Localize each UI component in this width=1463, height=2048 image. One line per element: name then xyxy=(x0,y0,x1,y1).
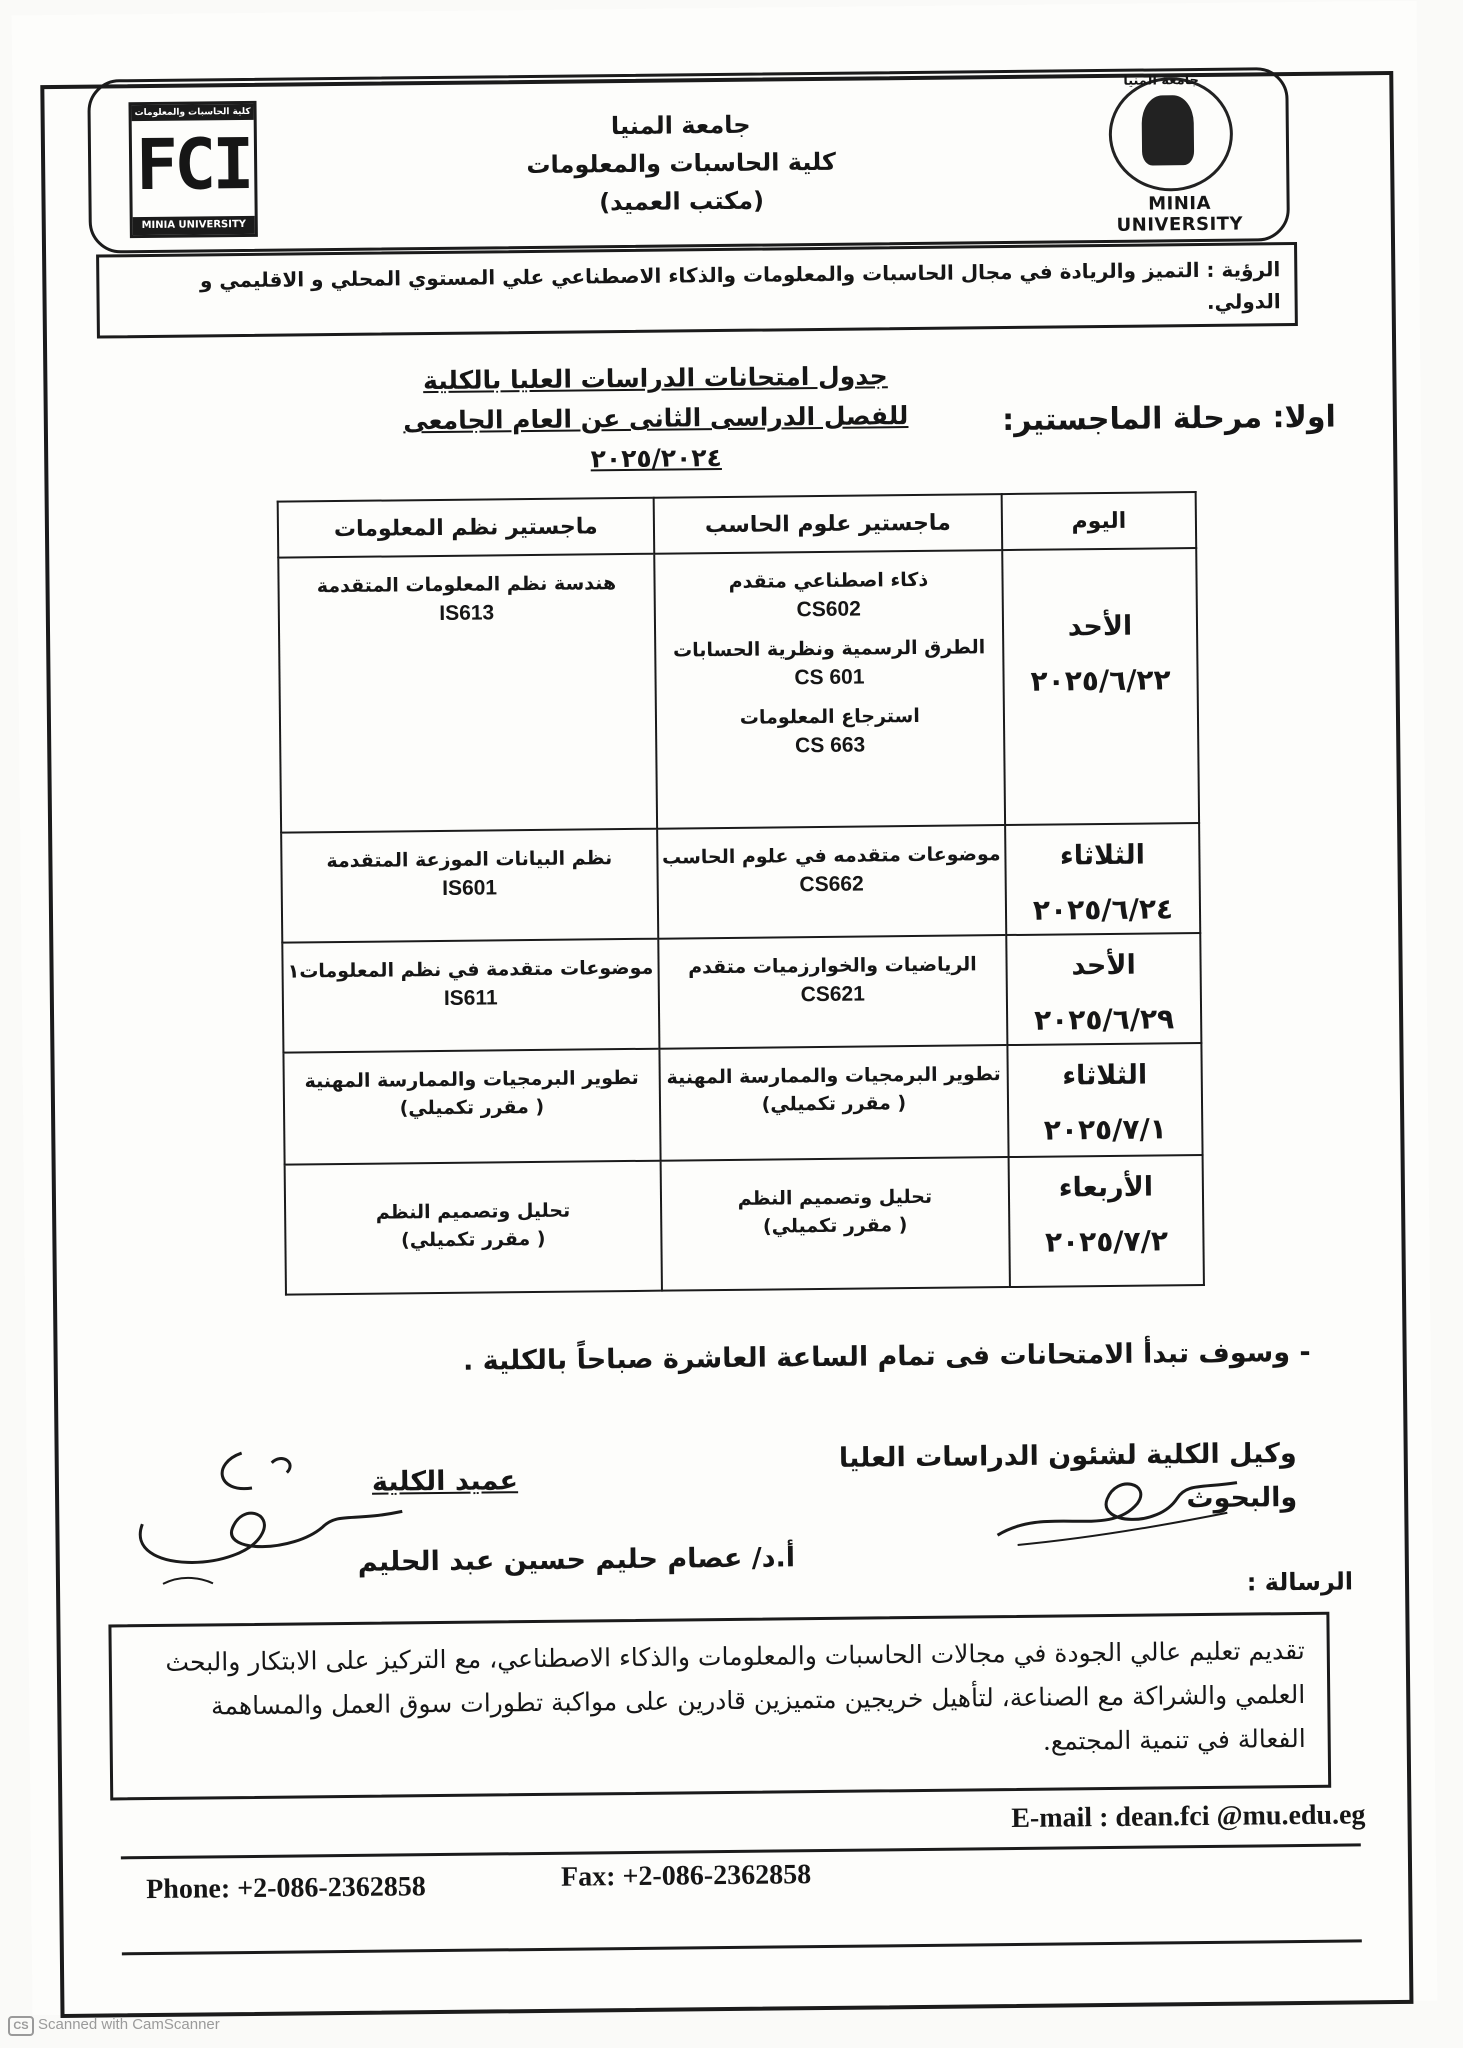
day-name: الأحد xyxy=(1071,949,1136,982)
header-day: اليوم xyxy=(1002,492,1197,550)
course-code: CS621 xyxy=(800,982,865,1007)
faculty-logo-top: كلية الحاسبات والمعلومات xyxy=(132,104,254,121)
course-name: تطوير البرمجيات والممارسة المهنية xyxy=(304,1066,639,1093)
university-name: جامعة المنيا xyxy=(610,110,751,141)
cs-cell xyxy=(657,825,1006,939)
course-note: ( مقرر تكميلي) xyxy=(762,1214,908,1238)
course-name: تحليل وتصميم النظم xyxy=(737,1185,933,1210)
vision-box xyxy=(96,242,1298,339)
vice-dean-signature xyxy=(987,1443,1248,1556)
day-cell xyxy=(1005,823,1200,935)
course-code: CS602 xyxy=(796,597,861,622)
is-cell xyxy=(283,1049,660,1165)
table-header-row xyxy=(278,492,1197,558)
faculty-logo-mark: FCI xyxy=(135,122,251,207)
course-note: ( مقرر تكميلي) xyxy=(399,1095,545,1120)
day-date: ٢٠٢٥/٧/١ xyxy=(1043,1112,1167,1147)
university-logo xyxy=(1093,72,1265,236)
header-cs: ماجستير علوم الحاسب xyxy=(653,494,1002,554)
letterhead xyxy=(87,67,1290,254)
mission-text: تقديم تعليم عالي الجودة في مجالات الحاسبات والمعلومات والذكاء الاصطناعي، مع التركيز على الابتكار والبحث العلمي والشراكة مع الصناعة، لتأهيل خريجين متميزين قادرين على مواكبة تطورات سوق العمل والمساهمة الفعالة في تنمية المجتمع. xyxy=(165,1635,1306,1756)
course-name: ذكاء اصطناعي متقدم xyxy=(728,568,929,593)
day-name: الثلاثاء xyxy=(1059,839,1146,872)
course-code: CS 601 xyxy=(794,665,865,690)
course-name: الرياضيات والخوارزميات متقدم xyxy=(688,953,977,979)
course xyxy=(283,847,655,903)
day-name: الأربعاء xyxy=(1058,1171,1154,1204)
phone: Phone: +2-086-2362858 xyxy=(146,1871,426,1906)
day-cell xyxy=(1002,548,1199,825)
exam-schedule-table xyxy=(277,491,1205,1296)
course-name: استرجاع المعلومات xyxy=(739,704,920,729)
is-cell xyxy=(282,939,659,1053)
email: E-mail : dean.fci @mu.edu.eg xyxy=(1011,1799,1366,1835)
day-cell xyxy=(1009,1155,1204,1287)
table-row xyxy=(285,1155,1204,1295)
dean-title: عميد الكلية xyxy=(371,1465,519,1498)
course-name: موضوعات متقدمه في علوم الحاسب xyxy=(661,843,1001,869)
day-date: ٢٠٢٥/٦/٢٤ xyxy=(1032,892,1174,927)
table-row xyxy=(283,1043,1202,1165)
course-code: IS613 xyxy=(439,601,495,625)
course-name: تحليل وتصميم النظم xyxy=(375,1199,571,1224)
day-date: ٢٠٢٥/٦/٢٩ xyxy=(1033,1002,1175,1037)
course-name: الطرق الرسمية ونظرية الحسابات xyxy=(672,636,986,662)
exam-time-note: - وسوف تبدأ الامتحانات فى تمام الساعة العاشرة صباحاً بالكلية . xyxy=(462,1336,1311,1377)
course xyxy=(284,957,656,1013)
title-line-2: للفصل الدراسى الثانى عن العام الجامعى ٢٠٢٥/٢٠٢٤ xyxy=(403,401,909,474)
schedule-title xyxy=(375,356,936,482)
faculty-logo-bottom: MINIA UNIVERSITY xyxy=(133,216,255,235)
cs-cell xyxy=(659,1045,1008,1161)
logo-arc-text: جامعة المنيا xyxy=(1123,72,1200,89)
course xyxy=(656,568,1001,624)
course-name: نظم البيانات الموزعة المتقدمة xyxy=(326,847,613,873)
nefertiti-icon xyxy=(1141,95,1194,166)
document-page xyxy=(12,1,1438,2016)
is-cell xyxy=(285,1161,662,1295)
is-cell xyxy=(281,829,658,943)
course xyxy=(658,704,1003,760)
course-code: CS 663 xyxy=(794,733,866,758)
course-code: CS662 xyxy=(799,872,864,897)
vision-text: الرؤية : التميز والريادة في مجال الحاسبات والمعلومات والذكاء الاصطناعي علي المستوي المحلي و الاقليمي و الدولي. xyxy=(199,257,1281,314)
cs-cell xyxy=(658,935,1007,1049)
mission-label: الرسالة : xyxy=(1246,1567,1354,1597)
header-is: ماجستير نظم المعلومات xyxy=(278,498,654,558)
course xyxy=(286,1067,658,1121)
day-name: الأحد xyxy=(1067,610,1133,643)
day-cell xyxy=(1006,933,1201,1045)
faculty-logo xyxy=(128,101,257,238)
day-date: ٢٠٢٥/٧/٢ xyxy=(1044,1224,1169,1259)
cs-cell xyxy=(654,550,1005,829)
vice-dean-title: وكيل الكلية لشئون الدراسات العليا والبحوث xyxy=(838,1438,1298,1515)
table-row xyxy=(282,933,1201,1053)
mission-box xyxy=(108,1612,1331,1801)
scanner-watermark xyxy=(8,2016,220,2036)
cs-cell xyxy=(660,1157,1010,1291)
letterhead-text xyxy=(461,104,902,223)
day-date: ٢٠٢٥/٦/٢٢ xyxy=(1030,663,1171,698)
title-line-1: جدول امتحانات الدراسات العليا بالكلية xyxy=(422,361,888,396)
stage-heading: اولا: مرحلة الماجستير: xyxy=(1001,399,1337,439)
course xyxy=(287,1199,659,1253)
scanner-label: Scanned with CamScanner xyxy=(38,2016,220,2033)
course-note: ( مقرر تكميلي) xyxy=(400,1227,546,1252)
is-cell xyxy=(278,554,657,833)
course-name: موضوعات متقدمة في نظم المعلومات١ xyxy=(287,956,654,983)
camscanner-icon: CS xyxy=(8,2016,34,2036)
table-row xyxy=(281,823,1200,943)
faculty-name: كلية الحاسبات والمعلومات xyxy=(526,147,837,180)
course xyxy=(661,1063,1006,1117)
day-cell xyxy=(1007,1043,1202,1157)
logo-caption: MINIA UNIVERSITY xyxy=(1116,192,1244,236)
course xyxy=(660,953,1005,1009)
office-name: (مكتب العميد) xyxy=(598,186,765,217)
course xyxy=(280,572,652,628)
fax: Fax: +2-086-2362858 xyxy=(560,1859,812,1893)
table-row xyxy=(278,548,1199,833)
course-code: IS611 xyxy=(443,986,498,1010)
course-name: هندسة نظم المعلومات المتقدمة xyxy=(316,572,617,598)
course-note: ( مقرر تكميلي) xyxy=(761,1092,907,1116)
course xyxy=(657,636,1002,692)
course xyxy=(663,1185,1008,1239)
course xyxy=(659,843,1004,899)
course-code: IS601 xyxy=(442,876,498,900)
course-name: تطوير البرمجيات والممارسة المهنية xyxy=(666,1063,1001,1089)
day-name: الثلاثاء xyxy=(1062,1059,1148,1092)
dean-name: أ.د/ عصام حليم حسين عبد الحليم xyxy=(357,1542,796,1578)
